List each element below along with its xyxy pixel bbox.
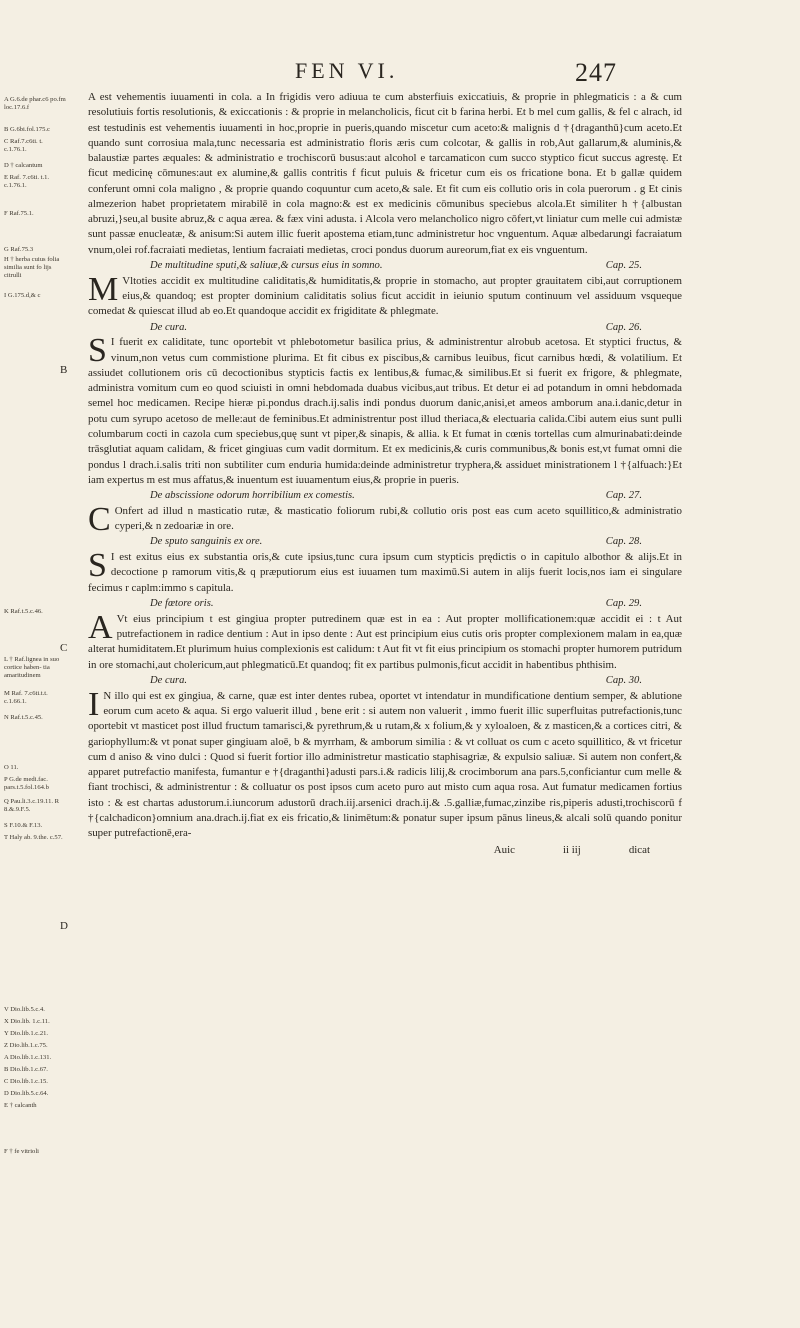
paragraph xyxy=(88,547,682,596)
drop-cap: A xyxy=(88,608,113,646)
margin-note: Z Dio.lib.1.c.75. xyxy=(4,1042,48,1049)
margin-note: L † Raf.lignea in suo cortice haben- tia amaritudinem xyxy=(4,656,60,680)
chapter-number: Cap. 27. xyxy=(605,490,642,502)
paragraph xyxy=(88,270,682,320)
section-anchor-letter: B xyxy=(60,364,68,376)
chapter-heading xyxy=(88,259,682,274)
chapter-number: Cap. 25. xyxy=(605,259,642,271)
margin-note: S F.10.& F.13. xyxy=(4,822,43,829)
section-anchor-letter: D xyxy=(60,920,68,932)
paragraph-text: Onfert ad illud n masticatio rutæ, & masticatio foliorum rubi,& collutio oris post eas cum aceto squillitico,& administratio cyperi,& n zedoariæ in ore. xyxy=(114,504,682,533)
footer-signature: ii iij xyxy=(562,844,581,857)
paragraph-text: N illo qui est ex gingiua, & carne, quæ est inter dentes rubea, oportet vt intendatur in mundificatione dentium semper, & ablutione eorum cum aceto & aqua. Si ergo valuerit illud , bene erit : si autem non valuerit , immo fuerit illic superfluitas putrefactionis,tunc oportebit vt masticet post illud fructum tamarisci,& pyrethrum,& u rutam,& x folium,& y xyloaloen, & z masticen,& a cortices citri, & gariophyllum:& vt ponat super gingiuam aloē, b & myrrham, & amborum similia : & vt colluat os cum c aceto squillitico, & vt fricetur cum d aniso & vino dulci : Quod si fuerit fortior illo administretur masticatio staphisagriæ, & expulsio saliuæ. Si autem non confert,& apparet putrefactio manifesta, fumantur e †{draganthi}adusti pars.i.& radicis lilij,& crocimborum ana pars.5,conficiantur cum melle & fiant trochisci, & administrentur : & colluatur os post ipsos cum aceto puro aut misto cum aqua rosa. Aut fumatur medicamen fortius isto : & est chartas adustorum.i.iuncorum adustorū drach.iij.arsenici drach.ij.& .5.galliæ,fumac,zinzibe ris,piperis adusti,trochiscorū f †{calchadicon}omnium ana.drach.ij.fiat ex eis fricatio,& linimētum:& ponatur super ipsum pānus lineus,& alcali solū quando ponitur super putrefactionē,era- xyxy=(88,689,682,840)
chapter-number: Cap. 30. xyxy=(605,674,642,686)
running-head xyxy=(0,58,800,88)
margin-note: G Raf.75.3 xyxy=(4,246,34,253)
chapter-title: De cura. xyxy=(150,674,188,686)
chapter-title: De fœtore oris. xyxy=(150,598,214,610)
margin-note: C Dio.lib.1.c.15. xyxy=(4,1078,48,1085)
chapter-title: De multitudine sputi,& saliuæ,& cursus eius in somno. xyxy=(150,259,383,271)
chapter-heading xyxy=(88,489,682,504)
margin-note: E Raf. 7.c6ti. t.1. c.1.76.1. xyxy=(4,174,50,190)
paragraph xyxy=(88,500,682,538)
drop-cap: S xyxy=(88,547,107,585)
margin-note: I G.175.d,& c xyxy=(4,292,41,299)
chapter-title: De sputo sanguinis ex ore. xyxy=(150,536,263,548)
paragraph-text: A est vehementis iuuamenti in cola. a In frigidis vero adiuua te cum absterfiuis exiccatiuis, & proprie in phlegmaticis : a & cum resolutiuis fortis resolutionis, & exiccationis : & proprie in melancholicis, ficut cit b farina herbi. Et b mel cum gallis, & fel c alrach, id est testudinis est vehementis iuuamenti in hoc,proprie in pueris,quando miscetur cum aceto:& malignis d †{draganthū}cum aceto.Et quando sunt corrosiua mala,tunc necessaria est administratio floris æris cum colcotar, & gallis in rob,Aut gallarum,& aluminis,& balaustiæ partes æquales: & administratio e trochiscorū busus:aut alcohol e tarcamaticon cum succo styptico ficut succus agrestę. Et ficut medicinę cōmunes:aut ex alumine,& gallis contritis f ficut puluis & fricetur cum eis os fricatione bona. Et b gallæ quidem conferunt omni cola maligno , & proprie quando coquuntur cum aceto,& sale. Et fit cum eis collutio oris in cola puerorum . g Et cinis almezerion habet proprietatem mirabilē in cola magno:& est ex medicinis cōmunibus speciebus alcola.Et similiter h †{albustan abruzi,}seu,al busite abruz,& c aqua ærea. & fæx vini adusta. i Alcola vero melancholico nigro cōfert,vt liniatur cum melle cui admistæ sunt passæ enucleatæ, & anisum:Si autem illic fuerit apostema etiam,tunc administretur hoc vnguentum. Aquæ albedarungi facraiatum vnum,olei rof.facraiati medietas, lentium facraiati medietas, croci pondus duorum aureorum,fiat ex eis vnguentum. xyxy=(88,91,682,256)
paragraph-text: I fuerit ex caliditate, tunc oportebit vt phlebotometur basilica prius, & administrentur alrobub acetosa. Et styptici fructus, & vinum,non vetus cum commistione plurima. Et fit cibus ex piscibus,& carnibus leuibus, ficut carnibus hœdi, & volatilium. Et assiudet collutionem oris cū decoctionibus stypticis factis ex lentibus,& fumac,& similibus.Et si fuerit ex frigore, & phlegmate, administra vomitum cum eo quod sciuisti in omni hebdomada duabus vicibus,aut tribus. Et detur ei ad potandum in omni hebdomada semel hoc medicamen. Recipe hieræ pi.pondus drach.ij.salis indi pondus duorum danic,anisi,et ameos amborum ana.i.danic,detur in potu cum syrupo acetoso de melle:aut de feminibus.Et administrentur post illud theriaca,& electuaria calida.Cibi autem eius sunt pulli columbarum cocti in cazola cum speciebus,quę sunt vt piper,& sinapis, & allia. k Et fumat in cœnis tortellas cum almurinabati:deinde trāsglutiat aquam calidam, & fricet gingiuas cum vadit dormitum. Et ex medicinis,& curis communibus,& bonis est,vt fumat omni die pondus l drach.i.salis triti non subtiliter cum enduria humida:deinde administretur tryphera,& assiduet ministrationem l †{alfuach:}Et iam expertus m est mus affatus,& inuentum est iuuamentum eius,& proprie in pueris. xyxy=(88,336,682,486)
section-anchor-letter: C xyxy=(60,642,68,654)
paragraph-text: Vltoties accidit ex multitudine caliditatis,& humiditatis,& proprie in stomacho, aut propter grauitatem cibi,aut corruptionem eius,& quandoq; est propter dominium caliditatis solius ficut accidit in ieiunio sputum continuum vel assiduum vsqueque comedat & quiescat illud ab eo.Et quandoque accidit ex frigiditate & phlegmate. xyxy=(88,274,682,318)
chapter-heading xyxy=(88,535,682,550)
paragraph-text: I est exitus eius ex substantia oris,& cute ipsius,tunc cura ipsum cum stypticis prędictis o in capitulo albothor & alijs.Et in decoctione p ramorum vitis,& q præputiorum eius est iuuamen tum maximū.Si autem in alijs fuerit locis,nos iam ei singulare fecimus r caplm:immo s capitula. xyxy=(88,551,682,594)
margin-note: Y Dio.lib.1.c.21. xyxy=(4,1030,49,1037)
main-text-column xyxy=(88,90,682,859)
chapter-title: De abscissione odorum horribilium ex comestis. xyxy=(150,490,355,502)
drop-cap: C xyxy=(88,500,111,538)
margin-note: A G.6.de phar.c6 po.fm loc.17.6.f xyxy=(4,96,66,112)
margin-note: C Raf.7.c6ti. t. c.1.76.1. xyxy=(4,138,43,154)
margin-note: F † fe vitrioli xyxy=(4,1148,39,1155)
chapter-number: Cap. 26. xyxy=(605,321,642,333)
margin-note: B G.6bi.fol.175.c xyxy=(4,126,50,133)
paragraph xyxy=(88,90,682,258)
page-number: 247 xyxy=(575,58,617,87)
margin-note: V Dio.lib.5.c.4. xyxy=(4,1006,45,1013)
margin-note: E † calcanth xyxy=(4,1102,37,1109)
paragraph xyxy=(88,608,682,673)
chapter-heading xyxy=(88,597,682,612)
margin-note: T Haly ab. 9.the. c.57. xyxy=(4,834,63,841)
paragraph xyxy=(88,685,682,842)
margin-note: O 11. xyxy=(4,764,19,771)
margin-note: H † herba cuius folia similia sunt fo lijs citrulli xyxy=(4,256,60,280)
running-head-title: FEN VI. xyxy=(295,58,399,83)
margin-note: D † calcantum xyxy=(4,162,43,169)
chapter-number: Cap. 29. xyxy=(605,598,642,610)
chapter-number: Cap. 28. xyxy=(605,536,642,548)
drop-cap: I xyxy=(88,685,100,723)
page-footer xyxy=(88,843,682,858)
footer-next-word: dicat xyxy=(628,844,650,857)
margin-note: M Raf. 7.c6ti.t.t. c.1.66.1. xyxy=(4,690,48,706)
margin-note: A Dio.lib.1.c.131. xyxy=(4,1054,52,1061)
paragraph xyxy=(88,332,682,488)
chapter-title: De cura. xyxy=(150,321,188,333)
margin-note: F Raf.75.1. xyxy=(4,210,34,217)
margin-note: P G.de medi.fac. pars.t.5.fol.164.b xyxy=(4,776,49,792)
drop-cap: M xyxy=(88,270,119,308)
chapter-heading xyxy=(88,674,682,689)
drop-cap: S xyxy=(88,332,107,370)
margin-note: K Raf.t.5.c.46. xyxy=(4,608,43,615)
margin-note: Q Pau.li.3.c.19.11. R 8.&.9.F.5. xyxy=(4,798,60,814)
margin-note: N Raf.t.5.c.45. xyxy=(4,714,43,721)
margin-note: B Dio.lib.1.c.67. xyxy=(4,1066,48,1073)
margin-note: D Dio.lib.5.c.64. xyxy=(4,1090,49,1097)
margin-note: X Dio.lib. 1.c.11. xyxy=(4,1018,50,1025)
footer-catchword: Auic xyxy=(493,844,515,857)
chapter-heading xyxy=(88,321,682,336)
paragraph-text: Vt eius principium t est gingiua propter putredinem quæ est in ea : Aut propter mollificationem:quæ accidit ei : t Aut putrefactionem in radice dentium : Aut in ipso dente : Aut est principium eius cutis oris propter complexionem malam in ea,quæ alterat humiditatem.Et plurimum huius complexionis est calidum: t Aut fit vt fit eius principium os stomachi propter humorem putridum in ore stomachi,aut cholericum,aut phlegmaticū.Et quandoq; fit ex partibus pulmonis,ficut accidit in habentibus phthisim. xyxy=(88,612,682,671)
